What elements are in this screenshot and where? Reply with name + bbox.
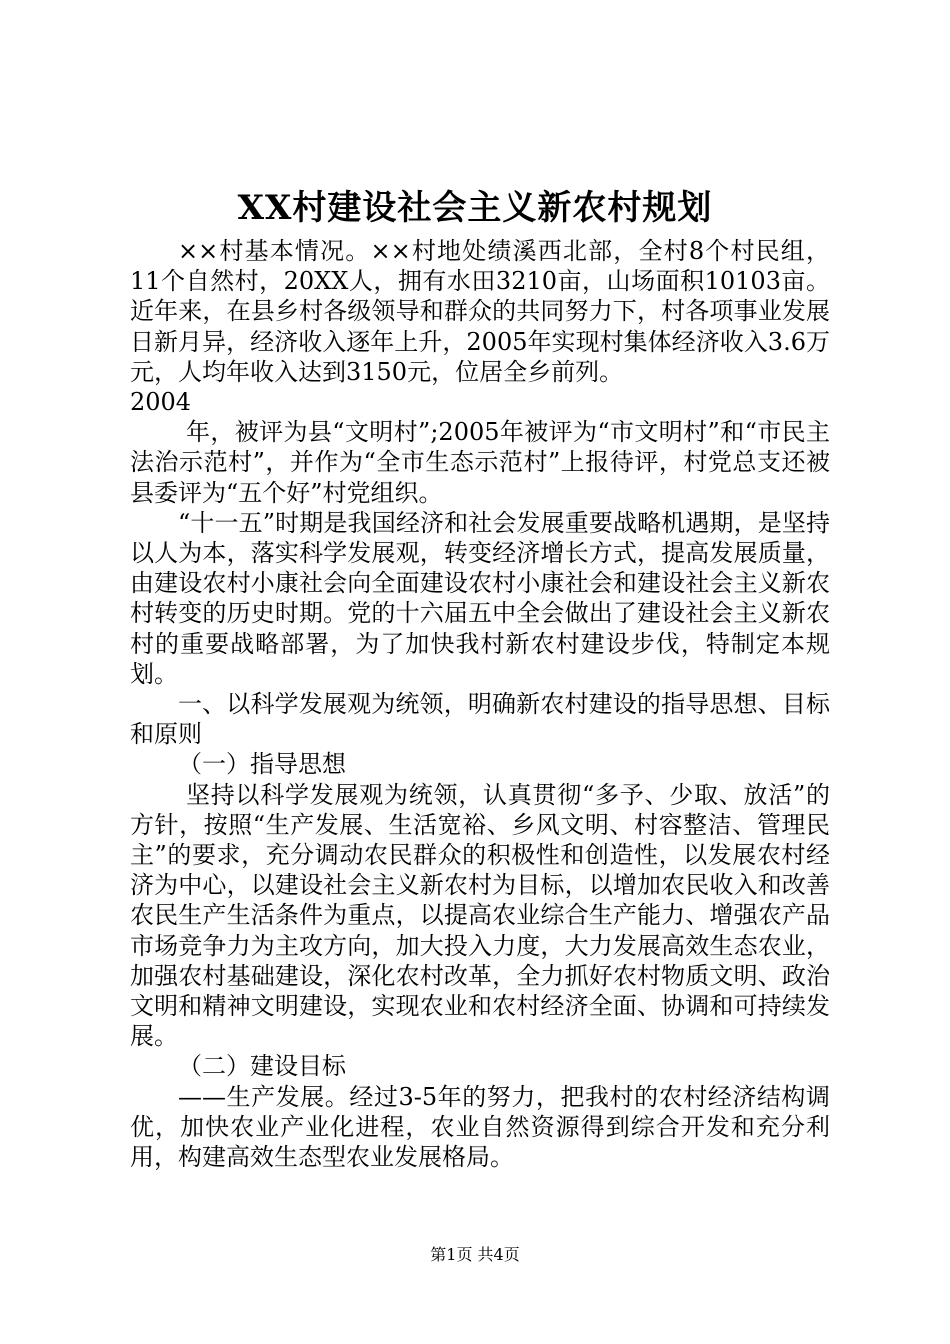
subheading-guiding-ideology: （一）指导思想 (178, 750, 346, 779)
document-body (130, 236, 830, 1172)
paragraph-honors: 年，被评为县“文明村”;2005年被评为“市文明村”和“市民主法治示范村”，并作为“全市生态示范村”上报待评，村党总支还被县委评为“五个好”村党组织。 (130, 418, 830, 507)
subheading-construction-goals: （二）建设目标 (178, 1052, 346, 1081)
page-footer: 第1页 共4页 (430, 1245, 520, 1264)
paragraph-production-development: ——生产发展。经过3-5年的努力，把我村的农村经济结构调优，加快农业产业化进程，农业自然资源得到综合开发和充分利用，构建高效生态型农业发展格局。 (130, 1082, 830, 1172)
paragraph-village-overview: ××村基本情况。××村地处绩溪西北部，全村8个村民组，11个自然村，20XX人，拥有水田3210亩，山场面积10103亩。近年来，在县乡村各级领导和群众的共同努力下，村各项事业发展日新月异，经济收入逐年上升，2005年实现村集体经济收入3.6万元，人均年收入达到3150元，位居全乡前列。 (130, 237, 830, 386)
paragraph-eleventh-five-year: “十一五”时期是我国经济和社会发展重要战略机遇期，是坚持以人为本，落实科学发展观，转变经济增长方式，提高发展质量，由建设农村小康社会向全面建设农村小康社会和建设社会主义新农村转变的历史时期。党的十六届五中全会做出了建设社会主义新农村的重要战略部署，为了加快我村新农村建设步伐，特制定本规划。 (130, 508, 830, 688)
paragraph-year-fragment: 2004 (130, 388, 192, 417)
paragraph-guiding-ideology: 坚持以科学发展观为统领，认真贯彻“多予、少取、放活”的方针，按照“生产发展、生活宽裕、乡风文明、村容整洁、管理民主”的要求，充分调动农民群众的积极性和创造性，以发展农村经济为中心，以建设社会主义新农村为目标，以增加农民收入和改善农民生产生活条件为重点，以提高农业综合生产能力、增强农产品市场竞争力为主攻方向，加大投入力度，大力发展高效生态农业，加强农村基础建设，深化农村改革，全力抓好农村物质文明、政治文明和精神文明建设，实现农业和农村经济全面、协调和可持续发展。 (130, 780, 830, 1051)
section-heading-one: 一、以科学发展观为统领，明确新农村建设的指导思想、目标和原则 (130, 690, 830, 749)
document-title: XX村建设社会主义新农村规划 (237, 188, 713, 228)
